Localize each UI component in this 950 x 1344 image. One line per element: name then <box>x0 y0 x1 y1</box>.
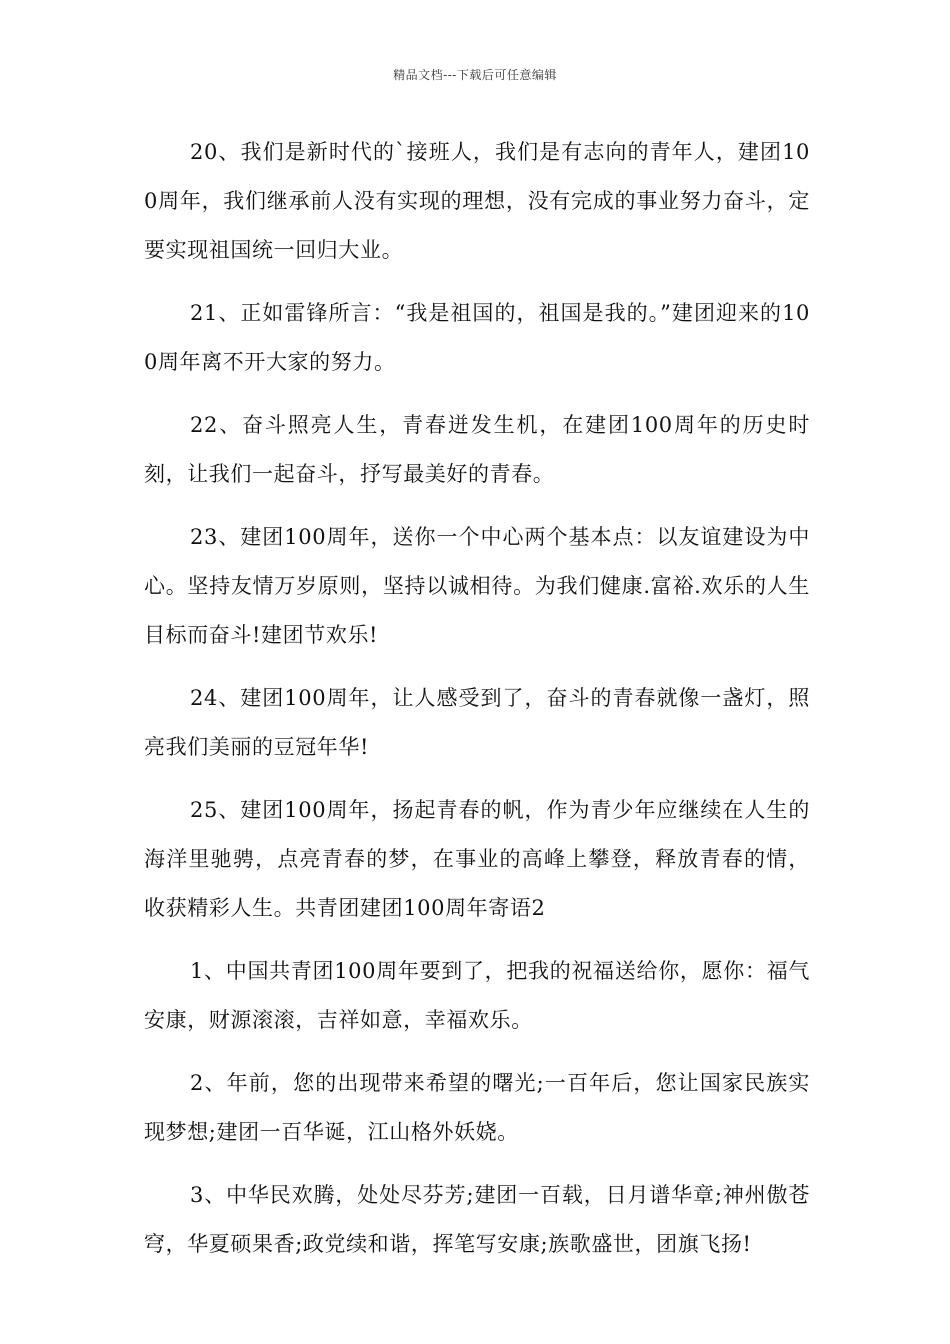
paragraph-21: 21、正如雷锋所言：“我是祖国的，祖国是我的。”建团迎来的100周年离不开大家的努力。 <box>144 301 810 374</box>
paragraph-24: 24、建团100周年，让人感受到了，奋斗的青春就像一盏灯，照亮我们美丽的豆冠年华! <box>144 686 810 759</box>
paragraph-part2-2: 2、年前，您的出现带来希望的曙光;一百年后，您让国家民族实现梦想;建团一百华诞，江山格外妖娆。 <box>144 1071 810 1144</box>
document-body <box>144 128 810 1283</box>
paragraph-20: 20、我们是新时代的`接班人，我们是有志向的青年人，建团100周年，我们继承前人没有实现的理想，没有完成的事业努力奋斗，定要实现祖国统一回归大业。 <box>144 140 810 262</box>
page-header: 精品文档---下载后可任意编辑 <box>393 68 557 82</box>
paragraph-25: 25、建团100周年，扬起青春的帆，作为青少年应继续在人生的海洋里驰骋，点亮青春的梦，在事业的高峰上攀登，释放青春的情，收获精彩人生。共青团建团100周年寄语2 <box>144 798 810 920</box>
paragraph-23: 23、建团100周年，送你一个中心两个基本点：以友谊建设为中心。坚持友情万岁原则，坚持以诚相待。为我们健康.富裕.欢乐的人生目标而奋斗!建团节欢乐! <box>144 525 810 647</box>
paragraph-22: 22、奋斗照亮人生，青春迸发生机，在建团100周年的历史时刻，让我们一起奋斗，抒写最美好的青春。 <box>144 413 810 486</box>
paragraph-part2-3: 3、中华民欢腾，处处尽芬芳;建团一百载，日月谱华章;神州傲苍穹，华夏硕果香;政党续和谐，挥笔写安康;族歌盛世，团旗飞扬! <box>144 1183 810 1256</box>
paragraph-part2-1: 1、中国共青团100周年要到了，把我的祝福送给你，愿你：福气安康，财源滚滚，吉祥如意，幸福欢乐。 <box>144 959 810 1032</box>
